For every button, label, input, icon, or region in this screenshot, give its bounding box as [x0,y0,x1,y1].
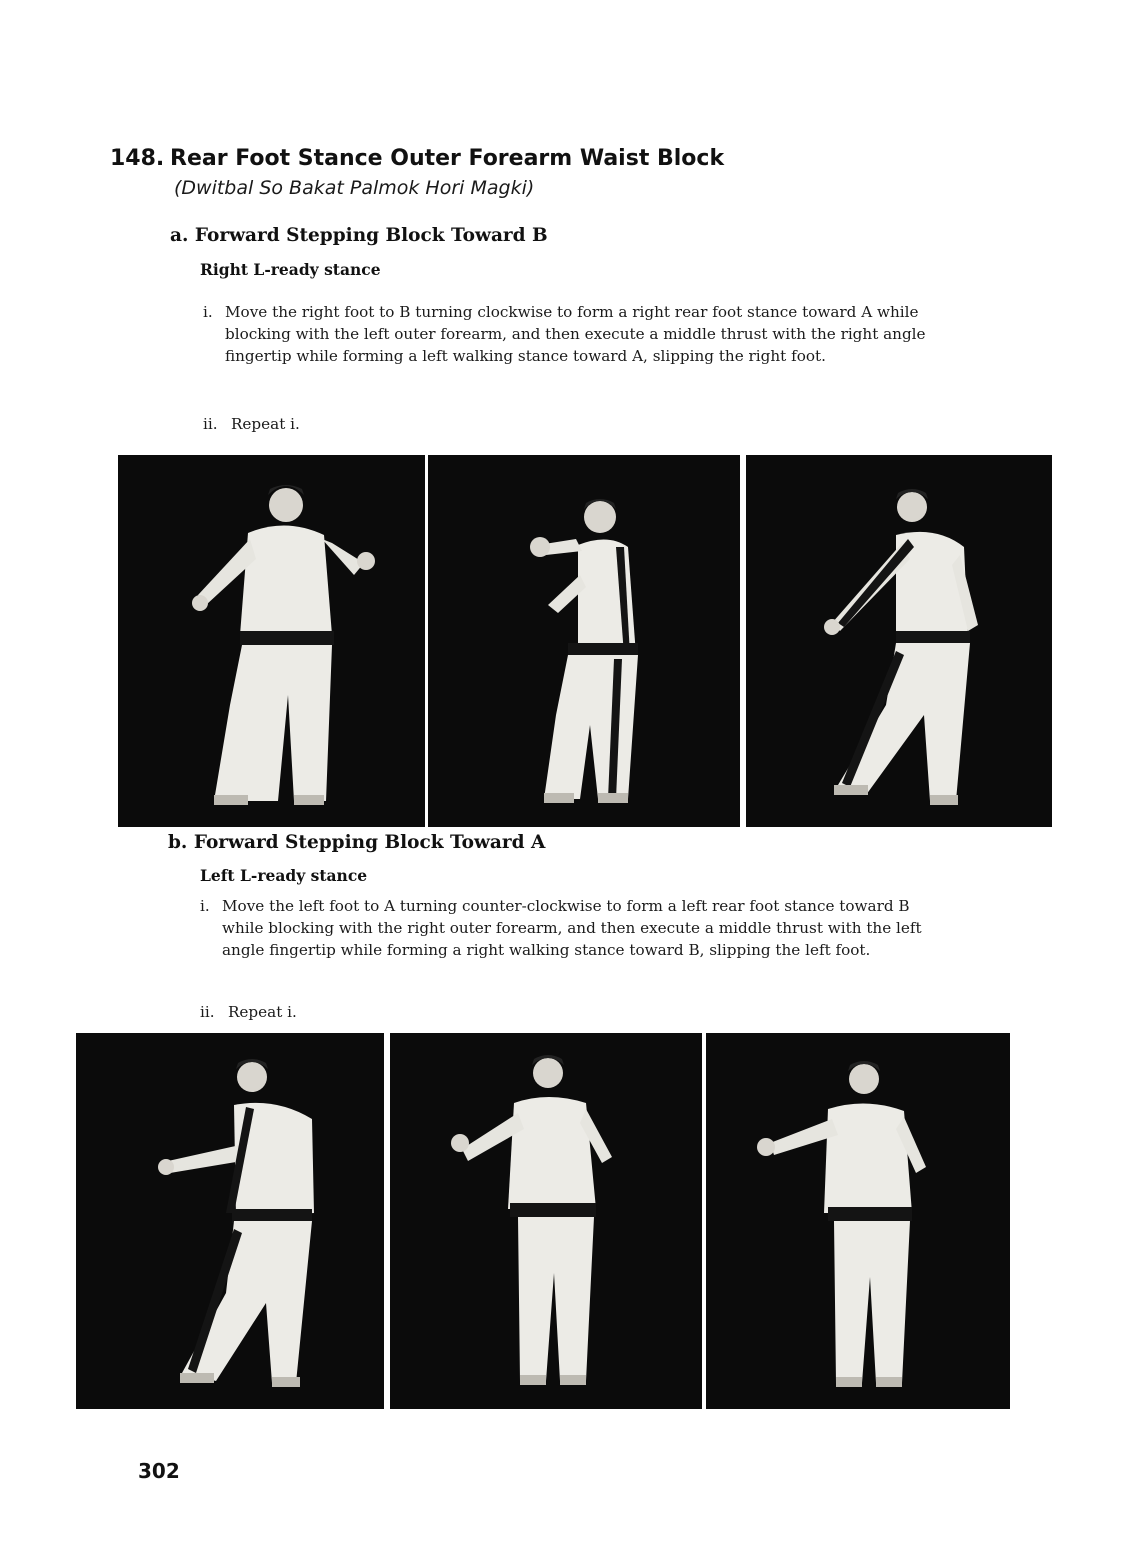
section-number: 148. [110,146,165,171]
part-a-step-2 [203,413,943,435]
step-number: ii. [203,415,218,433]
step-text: Repeat i. [228,1003,297,1021]
section-subtitle: (Dwitbal So Bakat Palmok Hori Magki) [174,177,535,199]
photo-b-2 [390,1033,702,1409]
step-number: ii. [200,1003,215,1021]
part-b-heading: b. Forward Stepping Block Toward A [168,832,546,853]
photo-a-2 [428,455,740,827]
figure-illustration [118,455,425,827]
part-a-stance: Right L-ready stance [200,260,381,279]
part-b-stance: Left L-ready stance [200,866,368,885]
part-b-step-1 [200,895,945,961]
figure-illustration [746,455,1052,827]
section-title: Rear Foot Stance Outer Forearm Waist Block [170,146,725,171]
step-text: Move the right foot to B turning clockwise to form a right rear foot stance toward A while blocking with the left outer forearm, and then execute a middle thrust with the right angle fingertip while forming a left walking stance toward A, slipping the right foot. [225,303,926,365]
figure-illustration [390,1033,702,1409]
step-text: Repeat i. [231,415,300,433]
photo-a-3 [746,455,1052,827]
part-a-heading: a. Forward Stepping Block Toward B [170,225,548,246]
figure-illustration [706,1033,1010,1409]
part-b-step-2 [200,1001,940,1023]
page-number: 302 [138,1459,180,1483]
step-number: i. [203,303,213,321]
part-a-step-1 [203,301,943,367]
figure-illustration [76,1033,384,1409]
photo-a-1 [118,455,425,827]
photo-b-3 [706,1033,1010,1409]
step-number: i. [200,897,210,915]
figure-illustration [428,455,740,827]
step-text: Move the left foot to A turning counter-clockwise to form a left rear foot stance toward B while blocking with the right outer forearm, and then execute a middle thrust with the left angle fingertip while forming a right walking stance toward B, slipping the left foot. [222,897,922,959]
photo-b-1 [76,1033,384,1409]
